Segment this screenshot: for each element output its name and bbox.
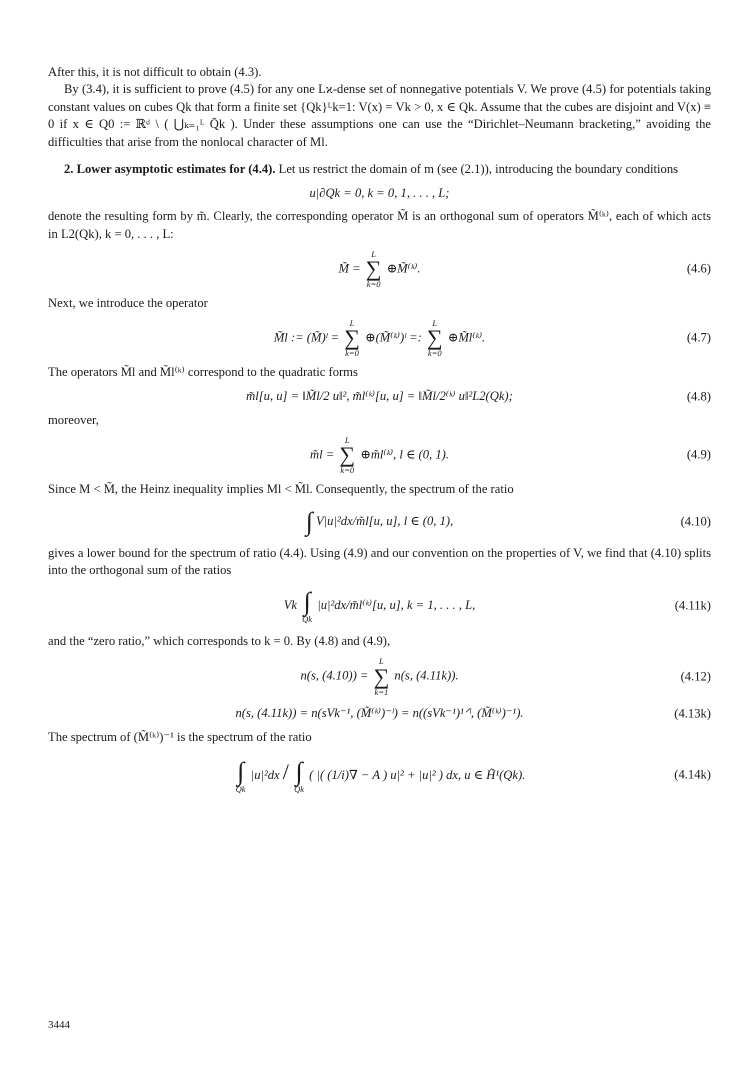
sum-symbol: L ∑ k=1 [373, 656, 390, 697]
equation-number: (4.14k) [674, 767, 711, 782]
equation-body: u|∂Qk = 0, k = 0, 1, . . . , L; [309, 185, 450, 200]
page-number: 3444 [48, 1019, 70, 1031]
paragraph-operators: The operators M̃l and M̃l⁽ᵏ⁾ correspond to the quadratic forms [48, 365, 358, 380]
paragraph-potentials: By (3.4), it is sufficient to prove (4.5) for any one Lϰ-dense set of nonnegative potentials V. We prove (4.5) for potentials taking constant values on cubes Qk that form a finite set {Qk}ᴸk=1: V(x) = Vk > 0, x ∈ Qk. Assume that the cubes are disjoint and V(x) ≡ 0 if x ∈ Q0 := ℝᵈ \ ( ⋃ₖ₌₁ᴸ Q̄k ). Under these assumptions one can use the “Dirichlet–Neumann bracketing,” avoiding the difficulties that arise from the nonlocal character of Ml. [48, 82, 711, 149]
equation-number: (4.10) [680, 513, 711, 528]
integral-symbol: ∫ Qk [235, 756, 246, 794]
equation-boundary-conditions [48, 182, 711, 204]
equation-4-13k: n(s, (4.11k)) = n(sVk⁻¹, (M̃⁽ᵏ⁾)⁻ˡ) = n((sVk⁻¹)¹ᐟˡ, (M̃⁽ᵏ⁾)⁻¹). (4.13k) [48, 703, 711, 725]
equation-number: (4.6) [686, 261, 711, 276]
sum-symbol: L ∑ k=0 [344, 317, 360, 359]
equation-4-12: n(s, (4.10)) = L ∑ k=1 n(s, (4.11k)). (4.12) [300, 656, 711, 697]
paragraph-next: Next, we introduce the operator [48, 296, 208, 310]
eq-lhs: M̃ = [338, 260, 361, 275]
integral-symbol: ∫ [305, 506, 313, 536]
equation-4-14k: ∫ Qk |u|²dx / ∫ Qk ( |( (1/i)∇ − A ) u|² + |u|² ) dx, u ∈ H̃¹(Qk). (4.14k) [235, 756, 711, 794]
paper-page [48, 64, 711, 804]
equation-number: (4.9) [686, 447, 711, 462]
equation-4-10: ∫ V|u|²dx/m̃l[u, u], l ∈ (0, 1), (4.10) [305, 506, 711, 536]
paragraph-moreover: moreover, [48, 412, 99, 427]
sum-symbol: L ∑ k=0 [426, 317, 443, 359]
equation-number: (4.7) [686, 330, 711, 345]
equation-number: (4.13k) [674, 705, 711, 720]
equation-4-7: M̃l := (M̃)ˡ = L ∑ k=0 ⊕(M̃⁽ᵏ⁾)ˡ =: L ∑ k=0 ⊕M̃l⁽ᵏ⁾. (4.7) [273, 317, 711, 359]
equation-4-8: m̃l[u, u] = ‖M̃l/2 u‖², m̃l⁽ᵏ⁾[u, u] = ‖M̃l/2⁽ᵏ⁾ u‖²L2(Qk); (4.8) [48, 386, 711, 408]
paragraph-zero-ratio: and the “zero ratio,” which corresponds to k = 0. By (4.8) and (4.9), [48, 634, 391, 649]
section-intro-text: Let us restrict the domain of m (see (2.1)), introducing the boundary conditions [278, 161, 679, 176]
equation-4-11k: Vk ∫ Qk |u|²dx/m̃l⁽ᵏ⁾[u, u], k = 1, . . . , L, (4.11k) [283, 587, 711, 624]
integral-symbol: ∫ Qk [302, 587, 313, 624]
section-title: 2. Lower asymptotic estimates for (4.4). [64, 161, 276, 176]
equation-4-6 [48, 247, 711, 291]
equation-number: (4.8) [686, 389, 711, 404]
eq-rhs: ⊕M̃⁽ᵏ⁾. [386, 260, 421, 275]
paragraph-lower-bound: gives a lower bound for the spectrum of ratio (4.4). Using (4.9) and our convention on the properties of V, we find that (4.10) splits into the orthogonal sum of the ratios [48, 545, 711, 577]
sum-symbol: L ∑ k=0 [365, 248, 382, 289]
paragraph-intro: After this, it is not difficult to obtain (4.3). [48, 65, 262, 79]
paragraph-spectrum: The spectrum of (M̃⁽ᵏ⁾)⁻¹ is the spectrum of the ratio [48, 729, 312, 744]
paragraph-section-2 [48, 161, 711, 178]
sum-symbol: L ∑ k=0 [339, 434, 356, 476]
paragraph-resulting-form: denote the resulting form by m̃. Clearly, the corresponding operator M̃ is an orthogonal sum of operators M̃⁽ᵏ⁾, each of which acts in L2(Qk), k = 0, . . . , L: [48, 209, 711, 241]
equation-number: (4.11k) [674, 598, 711, 613]
equation-number: (4.12) [680, 668, 711, 683]
paragraph-heinz: Since M < M̃, the Heinz inequality implies Ml < M̃l. Consequently, the spectrum of the ratio [48, 482, 514, 497]
integral-symbol: ∫ Qk [294, 756, 304, 794]
equation-4-9: m̃l = L ∑ k=0 ⊕m̃l⁽ᵏ⁾, l ∈ (0, 1). (4.9) [310, 434, 711, 476]
